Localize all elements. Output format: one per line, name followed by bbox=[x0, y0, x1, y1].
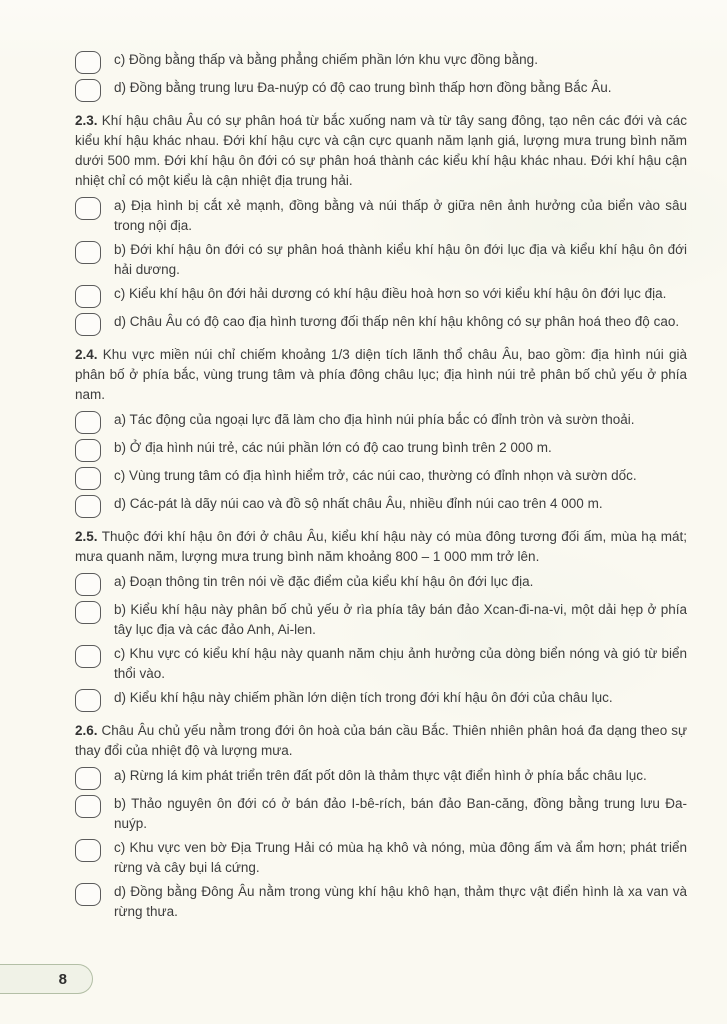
option-row-q25-c bbox=[75, 644, 687, 684]
page-number-tab bbox=[0, 964, 93, 994]
question-stem bbox=[75, 345, 687, 405]
checkbox-q25-c[interactable] bbox=[75, 645, 101, 668]
option-row-q26-a bbox=[75, 766, 687, 790]
option-text: c) Đồng bằng thấp và bằng phẳng chiếm phần lớn khu vực đồng bằng. bbox=[114, 52, 538, 67]
question-stem-text: Khu vực miền núi chỉ chiếm khoảng 1/3 diện tích lãnh thổ châu Âu, bao gồm: địa hình núi già phân bố ở phía bắc, vùng trung tâm và phía đông châu lục; địa hình núi trẻ phân bố chủ yếu ở phía nam. bbox=[75, 347, 687, 402]
checkbox-q25-a[interactable] bbox=[75, 573, 101, 596]
checkbox-intro-d[interactable] bbox=[75, 79, 101, 102]
option-row-intro-c bbox=[75, 50, 687, 74]
option-row-q24-a bbox=[75, 410, 687, 434]
checkbox-q25-d[interactable] bbox=[75, 689, 101, 712]
option-text: a) Tác động của ngoại lực đã làm cho địa hình núi phía bắc có đỉnh tròn và sườn thoải. bbox=[114, 412, 635, 427]
page-number: 8 bbox=[58, 970, 67, 988]
checkbox-q23-d[interactable] bbox=[75, 313, 101, 336]
option-text: a) Đoạn thông tin trên nói về đặc điểm của kiểu khí hậu ôn đới lục địa. bbox=[114, 574, 534, 589]
option-row-q26-d bbox=[75, 882, 687, 922]
option-text: b) Đới khí hậu ôn đới có sự phân hoá thành kiểu khí hậu ôn đới lục địa và kiểu khí hậu ôn đới hải dương. bbox=[114, 242, 687, 277]
option-text: c) Khu vực có kiểu khí hậu này quanh năm chịu ảnh hưởng của dòng biển nóng và gió từ biển thổi vào. bbox=[114, 646, 687, 681]
option-text: d) Các-pát là dãy núi cao và đồ sộ nhất châu Âu, nhiều đỉnh núi cao trên 4 000 m. bbox=[114, 496, 603, 511]
question-stem bbox=[75, 111, 687, 191]
option-text: d) Kiểu khí hậu này chiếm phần lớn diện tích trong đới khí hậu ôn đới của châu lục. bbox=[114, 690, 613, 705]
checkbox-q24-c[interactable] bbox=[75, 467, 101, 490]
option-text: c) Kiểu khí hậu ôn đới hải dương có khí hậu điều hoà hơn so với kiểu khí hậu ôn đới lục địa. bbox=[114, 286, 667, 301]
question-stem-text: Thuộc đới khí hậu ôn đới ở châu Âu, kiểu khí hậu này có mùa đông tương đối ấm, mùa hạ mát; mưa quanh năm, lượng mưa trung bình năm khoảng 800 – 1 000 mm trở lên. bbox=[75, 529, 687, 564]
checkbox-intro-c[interactable] bbox=[75, 51, 101, 74]
checkbox-q26-d[interactable] bbox=[75, 883, 101, 906]
option-row-q24-d bbox=[75, 494, 687, 518]
option-row-intro-d bbox=[75, 78, 687, 102]
checkbox-q24-a[interactable] bbox=[75, 411, 101, 434]
question-2-4 bbox=[75, 345, 687, 518]
option-row-q24-b bbox=[75, 438, 687, 462]
option-row-q23-b bbox=[75, 240, 687, 280]
question-stem bbox=[75, 721, 687, 761]
option-text: b) Thảo nguyên ôn đới có ở bán đảo I-bê-rích, bán đảo Ban-căng, đồng bằng trung lưu Đa-nuýp. bbox=[114, 796, 687, 831]
checkbox-q26-c[interactable] bbox=[75, 839, 101, 862]
option-text: d) Châu Âu có độ cao địa hình tương đối thấp nên khí hậu không có sự phân hoá theo độ cao. bbox=[114, 314, 680, 329]
option-text: a) Rừng lá kim phát triển trên đất pốt dôn là thảm thực vật điển hình ở phía bắc châu lục. bbox=[114, 768, 647, 783]
checkbox-q23-b[interactable] bbox=[75, 241, 101, 264]
question-2-3 bbox=[75, 111, 687, 336]
option-text: d) Đồng bằng Đông Âu nằm trong vùng khí hậu khô hạn, thảm thực vật điển hình là xa van và rừng thưa. bbox=[114, 884, 687, 919]
checkbox-q24-d[interactable] bbox=[75, 495, 101, 518]
option-row-q23-d bbox=[75, 312, 687, 336]
checkbox-q26-b[interactable] bbox=[75, 795, 101, 818]
checkbox-q24-b[interactable] bbox=[75, 439, 101, 462]
checkbox-q25-b[interactable] bbox=[75, 601, 101, 624]
option-row-q23-c bbox=[75, 284, 687, 308]
option-text: c) Khu vực ven bờ Địa Trung Hải có mùa hạ khô và nóng, mùa đông ấm và ẩm hơn; phát triển rừng và cây bụi lá cứng. bbox=[114, 840, 687, 875]
checkbox-q23-c[interactable] bbox=[75, 285, 101, 308]
option-text: d) Đồng bằng trung lưu Đa-nuýp có độ cao trung bình thấp hơn đồng bằng Bắc Âu. bbox=[114, 80, 612, 95]
option-text: b) Ở địa hình núi trẻ, các núi phần lớn có độ cao trung bình trên 2 000 m. bbox=[114, 440, 552, 455]
question-number: 2.4. bbox=[75, 347, 98, 362]
question-stem-text: Châu Âu chủ yếu nằm trong đới ôn hoà của bán cầu Bắc. Thiên nhiên phân hoá đa dạng theo sự thay đổi của nhiệt độ và lượng mưa. bbox=[75, 723, 687, 758]
question-number: 2.5. bbox=[75, 529, 98, 544]
option-row-q25-b bbox=[75, 600, 687, 640]
option-row-q26-c bbox=[75, 838, 687, 878]
checkbox-q26-a[interactable] bbox=[75, 767, 101, 790]
option-text: b) Kiểu khí hậu này phân bố chủ yếu ở rìa phía tây bán đảo Xcan-đi-na-vi, một dải hẹp ở phía tây lục địa và các đảo Anh, Ai-len. bbox=[114, 602, 687, 637]
option-text: a) Địa hình bị cắt xẻ mạnh, đồng bằng và núi thấp ở giữa nên ảnh hưởng của biển vào sâu trong nội địa. bbox=[114, 198, 687, 233]
option-row-q25-a bbox=[75, 572, 687, 596]
question-2-5 bbox=[75, 527, 687, 712]
page-content bbox=[75, 46, 687, 926]
question-number: 2.3. bbox=[75, 113, 98, 128]
option-text: c) Vùng trung tâm có địa hình hiểm trở, các núi cao, thường có đỉnh nhọn và sườn dốc. bbox=[114, 468, 637, 483]
question-stem-text: Khí hậu châu Âu có sự phân hoá từ bắc xuống nam và từ tây sang đông, tạo nên các đới và các kiểu khí hậu khác nhau. Đới khí hậu cực và cận cực quanh năm lạnh giá, lượng mưa trung bình năm dưới 500 mm. Đới khí hậu ôn đới có sự phân hoá thành các kiểu khí hậu khác nhau. Đới khí hậu cận nhiệt chỉ có một kiểu là cận nhiệt địa trung hải. bbox=[75, 113, 687, 188]
option-row-q24-c bbox=[75, 466, 687, 490]
question-2-6 bbox=[75, 721, 687, 922]
option-row-q25-d bbox=[75, 688, 687, 712]
option-row-q23-a bbox=[75, 196, 687, 236]
option-row-q26-b bbox=[75, 794, 687, 834]
question-stem bbox=[75, 527, 687, 567]
checkbox-q23-a[interactable] bbox=[75, 197, 101, 220]
question-number: 2.6. bbox=[75, 723, 98, 738]
